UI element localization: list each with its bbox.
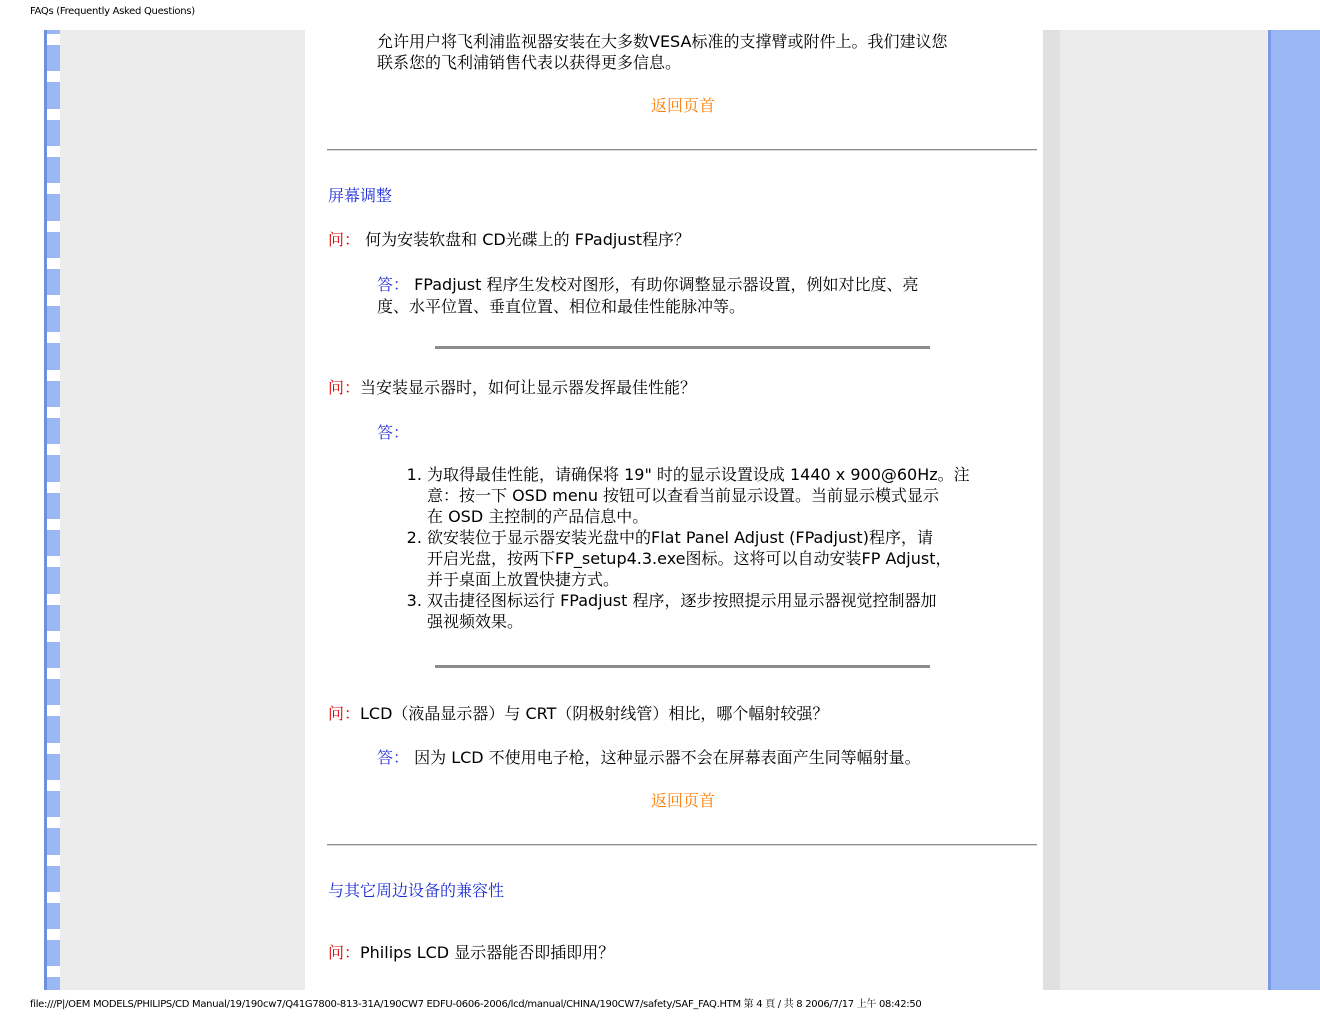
strip-bar bbox=[47, 370, 60, 381]
answer-lcd-vs-crt bbox=[377, 747, 921, 768]
strip-bar bbox=[47, 556, 60, 567]
strip-bar bbox=[47, 295, 60, 306]
strip-bar bbox=[47, 71, 60, 82]
page-header: FAQs (Frequently Asked Questions) bbox=[30, 6, 195, 17]
back-to-top-link-2[interactable]: 返回页首 bbox=[651, 791, 716, 810]
qa-divider-1 bbox=[435, 346, 930, 349]
question-label: 问： bbox=[328, 378, 361, 397]
list-item-line: 强视频效果。 bbox=[427, 612, 524, 631]
right-margin bbox=[1043, 30, 1268, 990]
list-item-line: 在 OSD 主控制的产品信息中。 bbox=[427, 507, 649, 526]
section-title-screen: 屏幕调整 bbox=[328, 186, 393, 205]
list-item-line: 双击捷径图标运行 FPadjust 程序，逐步按照提示用显示器视觉控制器加 bbox=[427, 591, 937, 610]
question-label: 问： bbox=[328, 943, 361, 962]
top-answer-line-1: 允许用户将飞利浦监视器安装在大多数VESA标准的支撑臂或附件上。我们建议您 bbox=[377, 32, 948, 51]
list-item-line: 开启光盘，按两下FP_setup4.3.exe图标。这将可以自动安装FP Adjust， bbox=[427, 549, 952, 568]
strip-bar bbox=[47, 705, 60, 716]
left-decorative-strip bbox=[44, 30, 60, 990]
list-item-line: 意：按一下 OSD menu 按钮可以查看当前显示设置。当前显示模式显示 bbox=[427, 486, 940, 505]
list-item-line: 欲安装位于显示器安装光盘中的Flat Panel Adjust (FPadjust)程序，请 bbox=[427, 528, 933, 547]
strip-bar bbox=[47, 855, 60, 866]
strip-bar bbox=[47, 407, 60, 418]
strip-bar bbox=[47, 221, 60, 232]
strip-bar bbox=[47, 482, 60, 493]
right-strip-edge bbox=[1268, 30, 1271, 990]
answer-steps-list bbox=[407, 464, 1007, 632]
strip-bar bbox=[47, 780, 60, 791]
list-item-line: 并于桌面上放置快捷方式。 bbox=[427, 570, 620, 589]
right-margin-shade bbox=[1043, 30, 1060, 990]
list-item bbox=[427, 527, 1007, 590]
strip-bar bbox=[47, 966, 60, 977]
answer-fpadjust-line-2: 度、水平位置、垂直位置、相位和最佳性能脉冲等。 bbox=[377, 297, 746, 316]
strip-bar bbox=[47, 444, 60, 455]
strip-bar bbox=[47, 594, 60, 605]
strip-bar bbox=[47, 892, 60, 903]
list-item bbox=[427, 464, 1007, 527]
strip-bar bbox=[47, 183, 60, 194]
section-divider-2 bbox=[327, 844, 1037, 846]
section-title-compatibility: 与其它周边设备的兼容性 bbox=[328, 881, 505, 900]
question-fpadjust bbox=[328, 229, 690, 250]
section-divider-1 bbox=[327, 149, 1037, 151]
strip-bar bbox=[47, 817, 60, 828]
strip-bar bbox=[47, 743, 60, 754]
strip-bar bbox=[47, 34, 60, 45]
right-decorative-strip bbox=[1268, 30, 1320, 990]
page-footer: file:///P|/OEM MODELS/PHILIPS/CD Manual/19/190cw7/Q41G7800-813-31A/190CW7 EDFU-0606-2006/lcd/manual/CHINA/190CW7/safety/SAF_FAQ.HTM 第 4 頁 / 共 8 2006/7/17 上午 08:42:50 bbox=[30, 999, 922, 1010]
qa-divider-2 bbox=[435, 665, 930, 668]
answer-text: 因为 LCD 不使用电子枪，这种显示器不会在屏幕表面产生同等幅射量。 bbox=[409, 748, 921, 767]
question-best-performance bbox=[328, 377, 696, 398]
list-item bbox=[427, 590, 1007, 632]
question-text: LCD（液晶显示器）与 CRT（阴极射线管）相比，哪个幅射较强？ bbox=[360, 704, 829, 723]
answer-label: 答： bbox=[377, 423, 410, 442]
top-answer-line-2: 联系您的飞利浦销售代表以获得更多信息。 bbox=[377, 53, 682, 72]
back-to-top-link-1[interactable]: 返回页首 bbox=[651, 96, 716, 115]
answer-label: 答： bbox=[377, 748, 410, 767]
strip-bar bbox=[47, 519, 60, 530]
question-lcd-vs-crt bbox=[328, 703, 828, 724]
strip-bar bbox=[47, 146, 60, 157]
strip-edge bbox=[44, 30, 47, 990]
strip-bar bbox=[47, 631, 60, 642]
answer-fpadjust-line-1 bbox=[377, 274, 918, 295]
list-item-line: 为取得最佳性能，请确保将 19" 时的显示设置设成 1440 x 900@60Hz。注 bbox=[427, 465, 970, 484]
question-text: Philips LCD 显示器能否即插即用？ bbox=[360, 943, 615, 962]
answer-text: FPadjust 程序生发校对图形，有助你调整显示器设置，例如对比度、亮 bbox=[409, 275, 919, 294]
question-label: 问： bbox=[328, 704, 361, 723]
strip-bar bbox=[47, 258, 60, 269]
strip-bar bbox=[47, 332, 60, 343]
question-plug-and-play bbox=[328, 942, 614, 963]
left-margin bbox=[60, 30, 305, 990]
strip-bar bbox=[47, 109, 60, 120]
answer-label: 答： bbox=[377, 275, 410, 294]
question-text: 当安装显示器时，如何让显示器发挥最佳性能？ bbox=[360, 378, 697, 397]
strip-bar bbox=[47, 929, 60, 940]
question-label: 问： bbox=[328, 230, 361, 249]
strip-bar bbox=[47, 668, 60, 679]
question-text: 何为安装软盘和 CD光碟上的 FPadjust程序？ bbox=[360, 230, 691, 249]
